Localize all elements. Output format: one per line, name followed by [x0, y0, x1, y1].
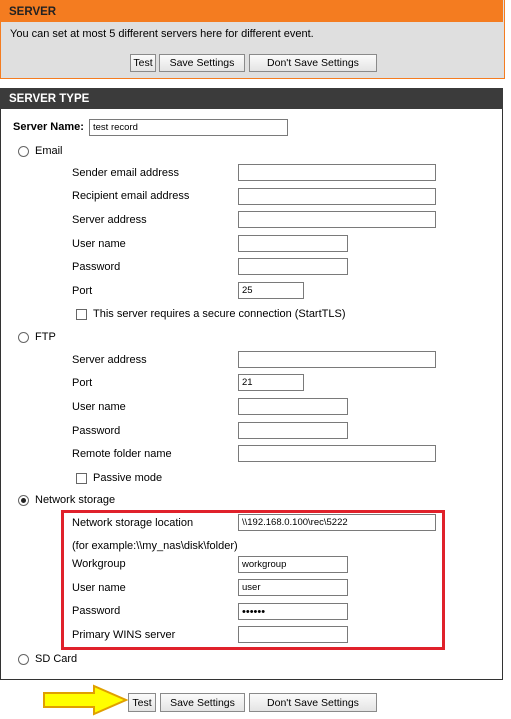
- sender-email-label: Sender email address: [72, 167, 180, 179]
- email-user-name-input[interactable]: [238, 235, 348, 252]
- ftp-server-address-input[interactable]: [238, 351, 436, 368]
- ns-password-label: Password: [72, 605, 121, 617]
- server-name-label: Server Name:: [13, 121, 84, 133]
- ftp-port-label: Port: [72, 377, 93, 389]
- ftp-port-input[interactable]: [238, 374, 304, 391]
- sd-card-radio[interactable]: [18, 654, 29, 665]
- server-section-title: SERVER: [0, 0, 503, 22]
- ftp-user-name-label: User name: [72, 401, 126, 413]
- network-storage-example: (for example:\\my_nas\disk\folder): [72, 540, 238, 552]
- wins-server-label: Primary WINS server: [72, 629, 176, 641]
- starttls-checkbox[interactable]: [76, 309, 87, 320]
- network-storage-location-input[interactable]: [238, 514, 436, 531]
- ftp-radio[interactable]: [18, 332, 29, 343]
- workgroup-input[interactable]: [238, 556, 348, 573]
- arrow-right-icon: [42, 684, 128, 716]
- workgroup-label: Workgroup: [72, 558, 126, 570]
- ns-user-name-label: User name: [72, 582, 126, 594]
- email-port-label: Port: [72, 285, 93, 297]
- passive-mode-checkbox[interactable]: [76, 473, 87, 484]
- sender-email-input[interactable]: [238, 164, 436, 181]
- network-storage-location-label: Network storage location: [72, 517, 194, 529]
- starttls-label: This server requires a secure connection (StartTLS): [93, 308, 346, 320]
- wins-server-input[interactable]: [238, 626, 348, 643]
- bottom-save-settings-button[interactable]: Save Settings: [160, 693, 245, 712]
- recipient-email-label: Recipient email address: [72, 190, 190, 202]
- email-password-input[interactable]: [238, 258, 348, 275]
- ftp-server-address-label: Server address: [72, 354, 147, 366]
- email-password-label: Password: [72, 261, 121, 273]
- remote-folder-input[interactable]: [238, 445, 436, 462]
- server-name-input[interactable]: [89, 119, 288, 136]
- ns-user-name-input[interactable]: [238, 579, 348, 596]
- network-storage-radio[interactable]: [18, 495, 29, 506]
- top-test-button[interactable]: Test: [130, 54, 156, 72]
- ftp-user-name-input[interactable]: [238, 398, 348, 415]
- bottom-dont-save-settings-button[interactable]: Don't Save Settings: [249, 693, 377, 712]
- ns-password-input[interactable]: [238, 603, 348, 620]
- server-description: You can set at most 5 different servers here for different event.: [10, 28, 314, 40]
- passive-mode-label: Passive mode: [93, 472, 163, 484]
- server-type-section-title: SERVER TYPE: [0, 88, 503, 109]
- network-storage-label: Network storage: [35, 494, 116, 506]
- remote-folder-label: Remote folder name: [72, 448, 172, 460]
- email-label: Email: [35, 145, 63, 157]
- bottom-test-button[interactable]: Test: [128, 693, 156, 712]
- sd-card-label: SD Card: [35, 653, 78, 665]
- email-server-address-input[interactable]: [238, 211, 436, 228]
- top-save-settings-button[interactable]: Save Settings: [159, 54, 245, 72]
- ftp-label: FTP: [35, 331, 56, 343]
- email-server-address-label: Server address: [72, 214, 147, 226]
- ftp-password-input[interactable]: [238, 422, 348, 439]
- email-port-input[interactable]: [238, 282, 304, 299]
- top-dont-save-settings-button[interactable]: Don't Save Settings: [249, 54, 377, 72]
- ftp-password-label: Password: [72, 425, 121, 437]
- email-radio[interactable]: [18, 146, 29, 157]
- recipient-email-input[interactable]: [238, 188, 436, 205]
- email-user-name-label: User name: [72, 238, 126, 250]
